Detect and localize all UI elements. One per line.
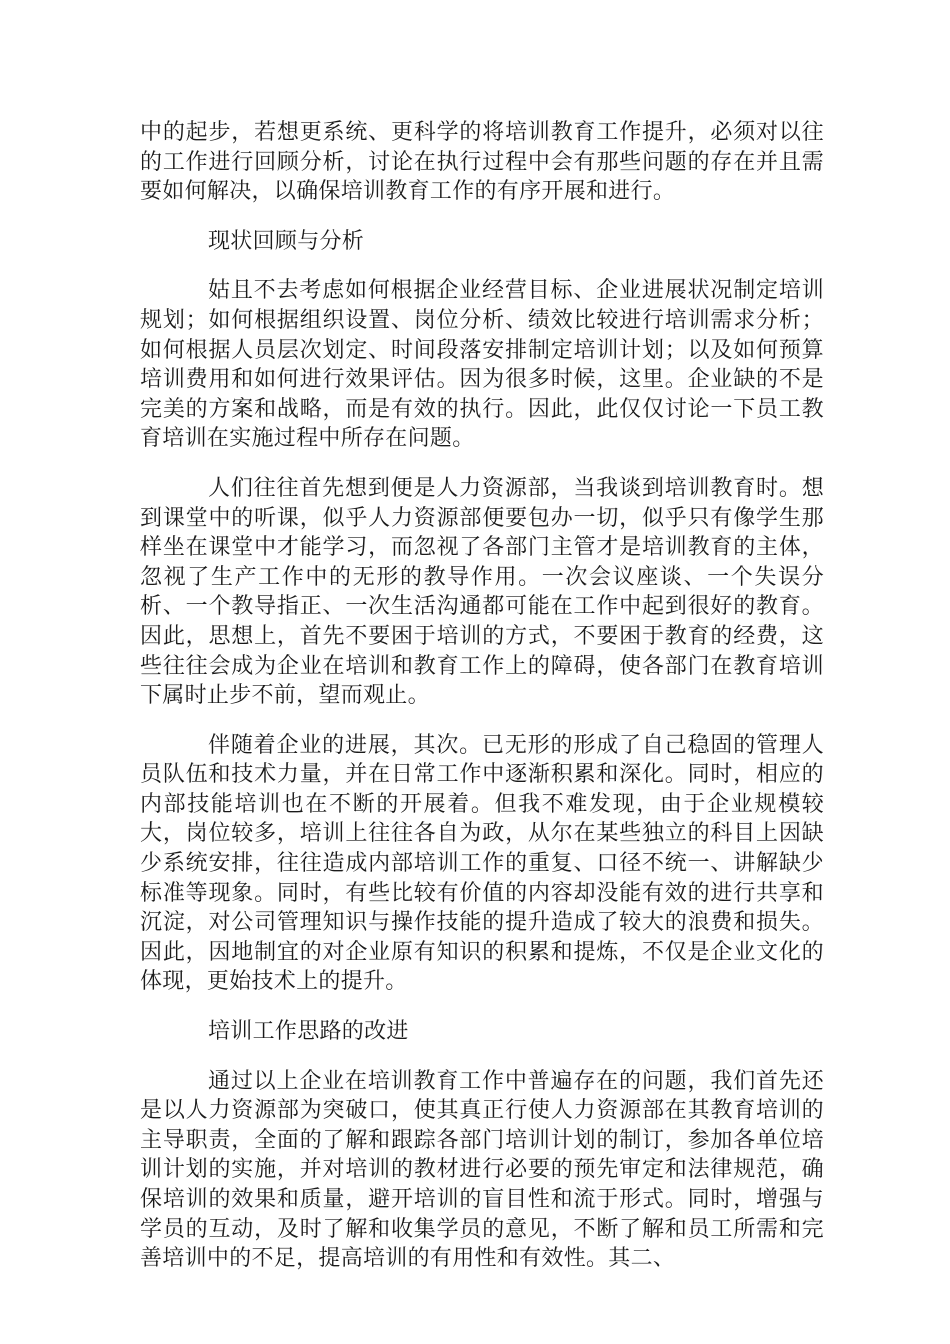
- paragraph-hr-department: 人们往往首先想到便是人力资源部，当我谈到培训教育时。想到课堂中的听课，似乎人力资源部便要包办一切，似乎只有像学生那样坐在课堂中才能学习，而忽视了各部门主管才是培训教育的主体，忽视了生产工作中的无形的教导作用。一次会议座谈、一个失误分析、一个教导指正、一次生活沟通都可能在工作中起到很好的教育。因此，思想上，首先不要困于培训的方式，不要困于教育的经费，这些往往会成为企业在培训和教育工作上的障碍，使各部门在教育培训下属时止步不前，望而观止。: [140, 475, 824, 709]
- paragraph-planning: 姑且不去考虑如何根据企业经营目标、企业进展状况制定培训规划；如何根据组织设置、岗位分析、绩效比较进行培训需求分析；如何根据人员层次划定、时间段落安排制定培训计划；以及如何预算培训费用和如何进行效果评估。因为很多时候，这里。企业缺的不是完美的方案和战略，而是有效的执行。因此，此仅仅讨论一下员工教育培训在实施过程中所存在问题。: [140, 278, 824, 452]
- document-body: [140, 118, 824, 1294]
- paragraph-enterprise-development: 伴随着企业的进展，其次。已无形的形成了自己稳固的管理人员队伍和技术力量，并在日常工作中逐渐积累和深化。同时，相应的内部技能培训也在不断的开展着。但我不难发现，由于企业规模较大，岗位较多，培训上往往各自为政，从尔在某些独立的科目上因缺少系统安排，往往造成内部培训工作的重复、口径不统一、讲解缺少标准等现象。同时，有些比较有价值的内容却没能有效的进行共享和沉淀，对公司管理知识与操作技能的提升造成了较大的浪费和损失。因此，因地制宜的对企业原有知识的积累和提炼，不仅是企业文化的体现，更始技术上的提升。: [140, 732, 824, 995]
- paragraph-intro-continuation: 中的起步，若想更系统、更科学的将培训教育工作提升，必须对以往的工作进行回顾分析，讨论在执行过程中会有那些问题的存在并且需要如何解决，以确保培训教育工作的有序开展和进行。: [140, 120, 824, 205]
- section-heading-improvement: 培训工作思路的改进: [208, 1019, 409, 1045]
- paragraph-breakthrough: 通过以上企业在培训教育工作中普遍存在的问题，我们首先还是以人力资源部为突破口，使其真正行使人力资源部在其教育培训的主导职责，全面的了解和跟踪各部门培训计划的制订，参加各单位培训计划的实施，并对培训的教材进行必要的预先审定和法律规范，确保培训的效果和质量，避开培训的盲目性和流于形式。同时，增强与学员的互动，及时了解和收集学员的意见，不断了解和员工所需和完善培训中的不足，提高培训的有用性和有效性。其二、: [140, 1068, 824, 1272]
- section-heading-status-review: 现状回顾与分析: [208, 228, 365, 254]
